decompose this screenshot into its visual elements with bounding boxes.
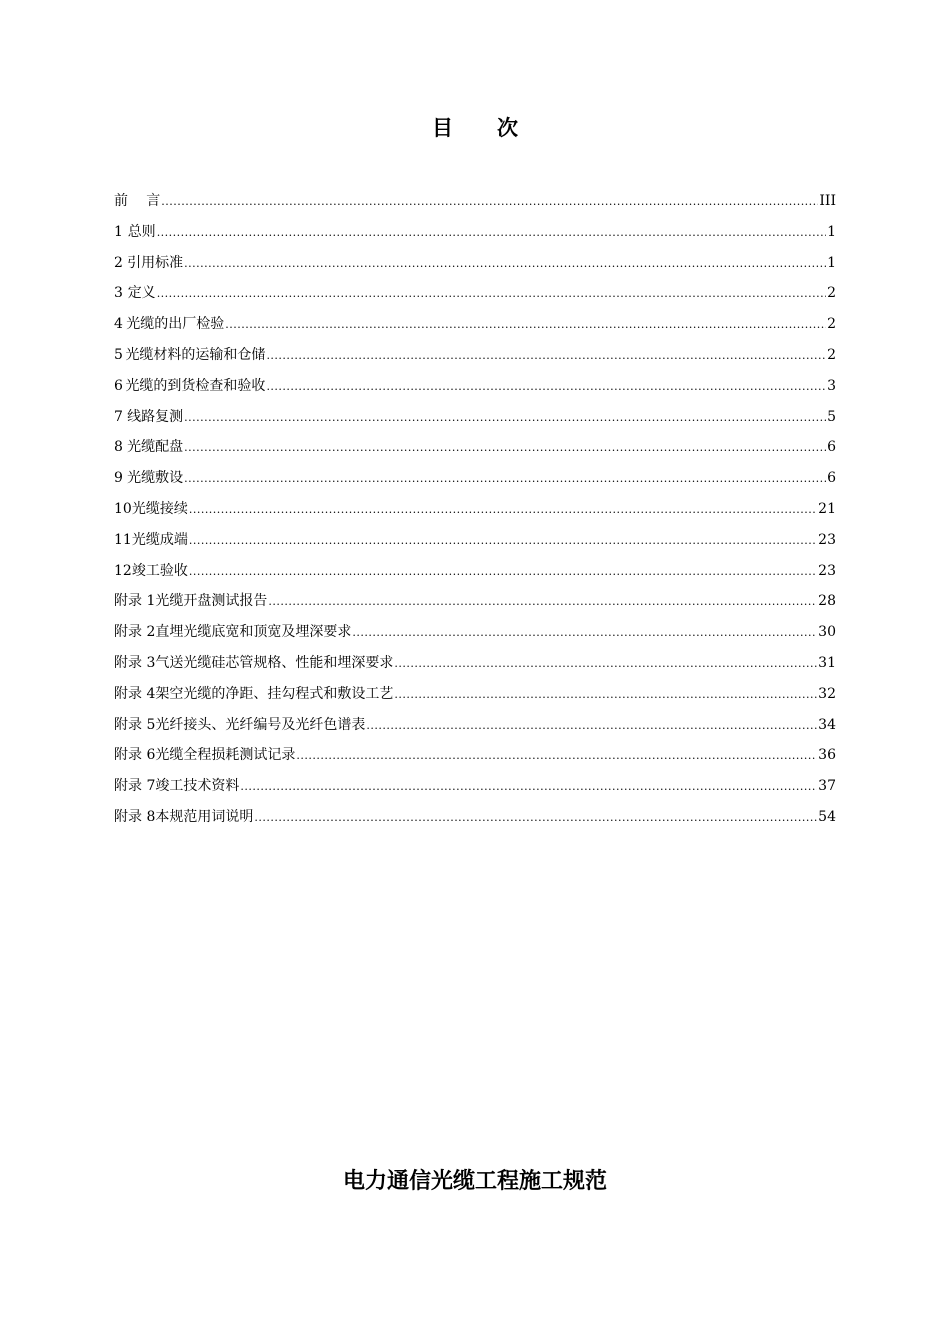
toc-entry-label: 竣工验收	[131, 562, 188, 579]
toc-dot-leader	[189, 495, 817, 526]
toc-entry-number: 1	[114, 223, 123, 240]
toc-entry-label: 光纤接头、光纤编号及光纤色谱表	[155, 716, 366, 733]
toc-entry-page: 6	[827, 470, 836, 487]
toc-entry-5[interactable]	[114, 340, 836, 371]
toc-dot-leader	[268, 587, 817, 618]
toc-dot-leader	[225, 310, 826, 341]
toc-entry-number: 前	[114, 193, 128, 209]
toc-entry-appendix-2[interactable]	[114, 617, 836, 648]
toc-entry-label: 光缆的到货检查和验收	[125, 377, 266, 394]
toc-entry-appendix-6[interactable]	[114, 740, 836, 771]
toc-entry-4[interactable]	[114, 309, 836, 340]
toc-entry-label: 定义	[127, 285, 156, 302]
toc-dot-leader	[157, 279, 826, 310]
toc-entry-number: 5	[114, 346, 123, 363]
toc-entry-page: 36	[818, 747, 836, 764]
toc-dot-leader	[352, 618, 817, 649]
toc-entry-page: 23	[818, 531, 836, 548]
toc-entry-page: 21	[818, 500, 836, 517]
toc-entry-preface[interactable]	[114, 186, 836, 217]
toc-entry-number: 附录 7	[114, 778, 156, 795]
toc-dot-leader	[266, 372, 826, 403]
toc-heading-part2: 次	[497, 116, 518, 140]
toc-entry-3[interactable]	[114, 278, 836, 309]
toc-entry-page: 32	[818, 685, 836, 702]
toc-entry-page: 3	[827, 377, 836, 394]
toc-entry-number: 附录 4	[114, 685, 156, 702]
toc-entry-label: 光缆配盘	[127, 439, 184, 456]
toc-entry-11[interactable]	[114, 525, 836, 556]
toc-entry-page: 1	[827, 223, 836, 240]
toc-entry-number: 4	[114, 316, 123, 333]
toc-dot-leader	[189, 526, 817, 557]
toc-entry-9[interactable]	[114, 463, 836, 494]
toc-entry-label: 总则	[127, 223, 156, 240]
toc-entry-page: 34	[818, 716, 836, 733]
toc-entry-number: 3	[114, 285, 123, 302]
toc-dot-leader	[394, 680, 817, 711]
toc-entry-10[interactable]	[114, 494, 836, 525]
toc-dot-leader	[184, 464, 826, 495]
toc-entry-page: 31	[818, 654, 836, 671]
toc-entry-number: 7	[114, 408, 123, 425]
toc-entry-number: 12	[114, 562, 132, 579]
toc-entry-number: 2	[114, 254, 123, 271]
toc-entry-page: 2	[827, 285, 836, 302]
toc-heading-part1: 目	[432, 116, 453, 140]
toc-dot-leader	[366, 711, 817, 742]
toc-entry-number: 9	[114, 470, 123, 487]
toc-entry-appendix-5[interactable]	[114, 710, 836, 741]
toc-entry-page: 23	[818, 562, 836, 579]
toc-entry-page: 30	[818, 624, 836, 641]
toc-entry-label: 架空光缆的净距、挂勾程式和敷设工艺	[155, 685, 394, 702]
toc-entry-appendix-8[interactable]	[114, 802, 836, 833]
toc-entry-page: 37	[818, 778, 836, 795]
toc-heading	[0, 112, 950, 142]
toc-dot-leader	[296, 741, 817, 772]
toc-entry-number: 附录 1	[114, 593, 156, 610]
toc-dot-leader	[189, 557, 817, 588]
toc-entry-7[interactable]	[114, 402, 836, 433]
toc-entry-number: 附录 8	[114, 808, 156, 825]
toc-entry-page: 2	[827, 346, 836, 363]
toc-entry-page: III	[819, 193, 836, 209]
toc-entry-number: 8	[114, 439, 123, 456]
toc-entry-page: 54	[818, 808, 836, 825]
toc-entry-number: 附录 6	[114, 747, 156, 764]
toc-dot-leader	[184, 249, 826, 280]
toc-entry-label: 本规范用词说明	[155, 808, 254, 825]
toc-entry-label: 直埋光缆底宽和顶宽及埋深要求	[155, 624, 352, 641]
toc-dot-leader	[184, 433, 826, 464]
toc-entry-label: 光缆敷设	[127, 470, 184, 487]
toc-entry-appendix-3[interactable]	[114, 648, 836, 679]
toc-entry-label: 光缆成端	[131, 531, 188, 548]
toc-entry-page: 1	[827, 254, 836, 271]
toc-entry-label: 线路复测	[127, 408, 184, 425]
toc-entry-number: 6	[114, 377, 123, 394]
toc-entry-label: 光缆材料的运输和仓储	[125, 346, 266, 363]
table-of-contents	[114, 186, 836, 833]
toc-entry-label: 引用标准	[127, 254, 184, 271]
toc-dot-leader	[157, 218, 826, 249]
toc-entry-number: 10	[114, 500, 132, 517]
toc-entry-6[interactable]	[114, 371, 836, 402]
toc-entry-page: 6	[827, 439, 836, 456]
toc-dot-leader	[240, 772, 817, 803]
toc-entry-label: 光缆的出厂检验	[126, 316, 225, 333]
toc-entry-label: 光缆开盘测试报告	[155, 593, 268, 610]
toc-dot-leader	[266, 341, 826, 372]
toc-entry-number: 附录 5	[114, 716, 156, 733]
toc-dot-leader	[161, 187, 818, 218]
toc-entry-label: 光缆全程损耗测试记录	[155, 747, 296, 764]
toc-entry-appendix-1[interactable]	[114, 586, 836, 617]
toc-entry-label: 言	[146, 193, 161, 209]
toc-entry-page: 5	[827, 408, 836, 425]
toc-entry-number: 11	[114, 531, 132, 548]
document-title: 电力通信光缆工程施工规范	[342, 1169, 607, 1194]
toc-entry-number: 附录 3	[114, 654, 156, 671]
toc-entry-12[interactable]	[114, 556, 836, 587]
toc-entry-page: 2	[827, 316, 836, 333]
toc-entry-label: 竣工技术资料	[155, 778, 240, 795]
toc-entry-8[interactable]	[114, 432, 836, 463]
toc-entry-1[interactable]	[114, 217, 836, 248]
toc-entry-2[interactable]	[114, 248, 836, 279]
toc-dot-leader	[184, 403, 826, 434]
toc-entry-page: 28	[818, 593, 836, 610]
toc-entry-label: 光缆接续	[131, 500, 188, 517]
toc-entry-appendix-4[interactable]	[114, 679, 836, 710]
toc-dot-leader	[254, 803, 817, 834]
toc-entry-number: 附录 2	[114, 624, 156, 641]
toc-entry-label: 气送光缆硅芯管规格、性能和埋深要求	[155, 654, 394, 671]
toc-dot-leader	[394, 649, 817, 680]
toc-entry-appendix-7[interactable]	[114, 771, 836, 802]
